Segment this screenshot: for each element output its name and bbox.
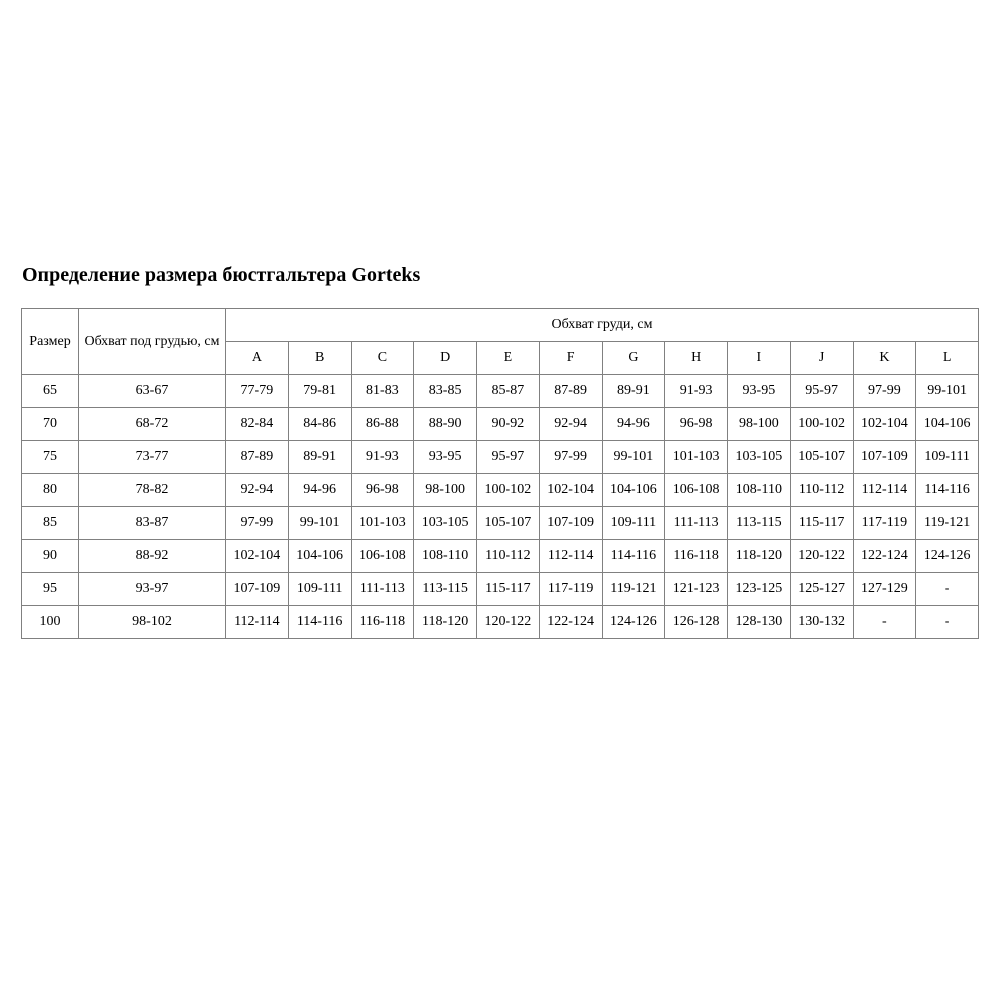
cup-value-cell: 126-128 (665, 606, 728, 639)
cup-value-cell: 115-117 (477, 573, 540, 606)
table-row (22, 573, 979, 606)
cup-value-cell: - (853, 606, 916, 639)
cup-value-cell: 102-104 (853, 408, 916, 441)
cup-header-D: D (414, 342, 477, 375)
cup-value-cell: 103-105 (728, 441, 791, 474)
cup-value-cell: 114-116 (916, 474, 979, 507)
cup-value-cell: 110-112 (477, 540, 540, 573)
cup-value-cell: 93-95 (414, 441, 477, 474)
column-header-underbust: Обхват под грудью, см (79, 309, 226, 375)
cup-value-cell: 105-107 (477, 507, 540, 540)
cup-value-cell: 113-115 (728, 507, 791, 540)
size-cell: 75 (22, 441, 79, 474)
cup-value-cell: 82-84 (226, 408, 289, 441)
cup-value-cell: 130-132 (790, 606, 853, 639)
table-row (22, 507, 979, 540)
page-title: Определение размера бюстгальтера Gorteks (22, 264, 421, 286)
cup-value-cell: 90-92 (477, 408, 540, 441)
cup-value-cell: 101-103 (665, 441, 728, 474)
cup-value-cell: 114-116 (288, 606, 351, 639)
cup-value-cell: 109-111 (916, 441, 979, 474)
cup-value-cell: 122-124 (853, 540, 916, 573)
cup-value-cell: 107-109 (539, 507, 602, 540)
cup-value-cell: 109-111 (288, 573, 351, 606)
cup-value-cell: 84-86 (288, 408, 351, 441)
cup-header-C: C (351, 342, 414, 375)
table-row (22, 606, 979, 639)
cup-value-cell: 79-81 (288, 375, 351, 408)
cup-value-cell: 97-99 (853, 375, 916, 408)
size-cell: 65 (22, 375, 79, 408)
underbust-cell: 98-102 (79, 606, 226, 639)
cup-value-cell: 94-96 (602, 408, 665, 441)
cup-value-cell: 101-103 (351, 507, 414, 540)
cup-value-cell: 104-106 (916, 408, 979, 441)
cup-value-cell: - (916, 573, 979, 606)
cup-value-cell: 110-112 (790, 474, 853, 507)
cup-value-cell: 113-115 (414, 573, 477, 606)
cup-value-cell: 112-114 (226, 606, 289, 639)
cup-value-cell: 115-117 (790, 507, 853, 540)
size-cell: 100 (22, 606, 79, 639)
cup-value-cell: 102-104 (226, 540, 289, 573)
cup-value-cell: 85-87 (477, 375, 540, 408)
cup-value-cell: 88-90 (414, 408, 477, 441)
cup-value-cell: 86-88 (351, 408, 414, 441)
size-cell: 70 (22, 408, 79, 441)
size-cell: 80 (22, 474, 79, 507)
size-cell: 90 (22, 540, 79, 573)
cup-value-cell: 99-101 (288, 507, 351, 540)
cup-value-cell: 114-116 (602, 540, 665, 573)
cup-value-cell: 103-105 (414, 507, 477, 540)
cup-value-cell: 120-122 (790, 540, 853, 573)
table-header (22, 309, 979, 375)
cup-value-cell: 122-124 (539, 606, 602, 639)
cup-value-cell: 112-114 (853, 474, 916, 507)
cup-value-cell: 99-101 (916, 375, 979, 408)
cup-value-cell: 112-114 (539, 540, 602, 573)
table-row (22, 540, 979, 573)
cup-value-cell: - (916, 606, 979, 639)
cup-value-cell: 81-83 (351, 375, 414, 408)
cup-value-cell: 106-108 (665, 474, 728, 507)
underbust-cell: 83-87 (79, 507, 226, 540)
cup-value-cell: 99-101 (602, 441, 665, 474)
bra-size-table (21, 308, 979, 639)
cup-value-cell: 123-125 (728, 573, 791, 606)
cup-value-cell: 124-126 (916, 540, 979, 573)
cup-value-cell: 92-94 (539, 408, 602, 441)
cup-value-cell: 127-129 (853, 573, 916, 606)
cup-value-cell: 97-99 (539, 441, 602, 474)
underbust-cell: 63-67 (79, 375, 226, 408)
cup-value-cell: 83-85 (414, 375, 477, 408)
cup-header-L: L (916, 342, 979, 375)
cup-value-cell: 120-122 (477, 606, 540, 639)
cup-value-cell: 121-123 (665, 573, 728, 606)
size-cell: 85 (22, 507, 79, 540)
cup-header-H: H (665, 342, 728, 375)
cup-value-cell: 117-119 (853, 507, 916, 540)
cup-value-cell: 107-109 (853, 441, 916, 474)
cup-value-cell: 107-109 (226, 573, 289, 606)
cup-value-cell: 119-121 (916, 507, 979, 540)
cup-value-cell: 118-120 (728, 540, 791, 573)
cup-value-cell: 97-99 (226, 507, 289, 540)
cup-value-cell: 117-119 (539, 573, 602, 606)
cup-header-G: G (602, 342, 665, 375)
cup-header-F: F (539, 342, 602, 375)
cup-header-A: A (226, 342, 289, 375)
cup-value-cell: 96-98 (351, 474, 414, 507)
cup-value-cell: 94-96 (288, 474, 351, 507)
cup-value-cell: 89-91 (602, 375, 665, 408)
cup-value-cell: 119-121 (602, 573, 665, 606)
cup-value-cell: 87-89 (539, 375, 602, 408)
cup-value-cell: 116-118 (351, 606, 414, 639)
cup-value-cell: 104-106 (288, 540, 351, 573)
cup-header-J: J (790, 342, 853, 375)
cup-value-cell: 111-113 (351, 573, 414, 606)
underbust-cell: 68-72 (79, 408, 226, 441)
column-header-size: Размер (22, 309, 79, 375)
header-row-top (22, 309, 979, 342)
cup-value-cell: 108-110 (414, 540, 477, 573)
cup-value-cell: 89-91 (288, 441, 351, 474)
cup-value-cell: 87-89 (226, 441, 289, 474)
cup-value-cell: 116-118 (665, 540, 728, 573)
table-row (22, 408, 979, 441)
cup-value-cell: 96-98 (665, 408, 728, 441)
cup-value-cell: 98-100 (728, 408, 791, 441)
cup-value-cell: 111-113 (665, 507, 728, 540)
cup-header-E: E (477, 342, 540, 375)
column-header-bust-group: Обхват груди, см (226, 309, 979, 342)
size-cell: 95 (22, 573, 79, 606)
table-body (22, 375, 979, 639)
cup-value-cell: 100-102 (790, 408, 853, 441)
table-row (22, 375, 979, 408)
cup-value-cell: 108-110 (728, 474, 791, 507)
underbust-cell: 78-82 (79, 474, 226, 507)
cup-value-cell: 95-97 (790, 375, 853, 408)
cup-value-cell: 128-130 (728, 606, 791, 639)
cup-value-cell: 98-100 (414, 474, 477, 507)
underbust-cell: 93-97 (79, 573, 226, 606)
cup-value-cell: 92-94 (226, 474, 289, 507)
cup-value-cell: 104-106 (602, 474, 665, 507)
cup-value-cell: 91-93 (665, 375, 728, 408)
cup-value-cell: 105-107 (790, 441, 853, 474)
cup-value-cell: 124-126 (602, 606, 665, 639)
cup-value-cell: 118-120 (414, 606, 477, 639)
cup-value-cell: 109-111 (602, 507, 665, 540)
table-row (22, 441, 979, 474)
cup-value-cell: 77-79 (226, 375, 289, 408)
table-row (22, 474, 979, 507)
cup-value-cell: 100-102 (477, 474, 540, 507)
cup-value-cell: 102-104 (539, 474, 602, 507)
cup-header-B: B (288, 342, 351, 375)
underbust-cell: 73-77 (79, 441, 226, 474)
cup-value-cell: 93-95 (728, 375, 791, 408)
cup-value-cell: 95-97 (477, 441, 540, 474)
underbust-cell: 88-92 (79, 540, 226, 573)
cup-value-cell: 106-108 (351, 540, 414, 573)
cup-value-cell: 125-127 (790, 573, 853, 606)
cup-header-I: I (728, 342, 791, 375)
cup-header-K: K (853, 342, 916, 375)
cup-value-cell: 91-93 (351, 441, 414, 474)
